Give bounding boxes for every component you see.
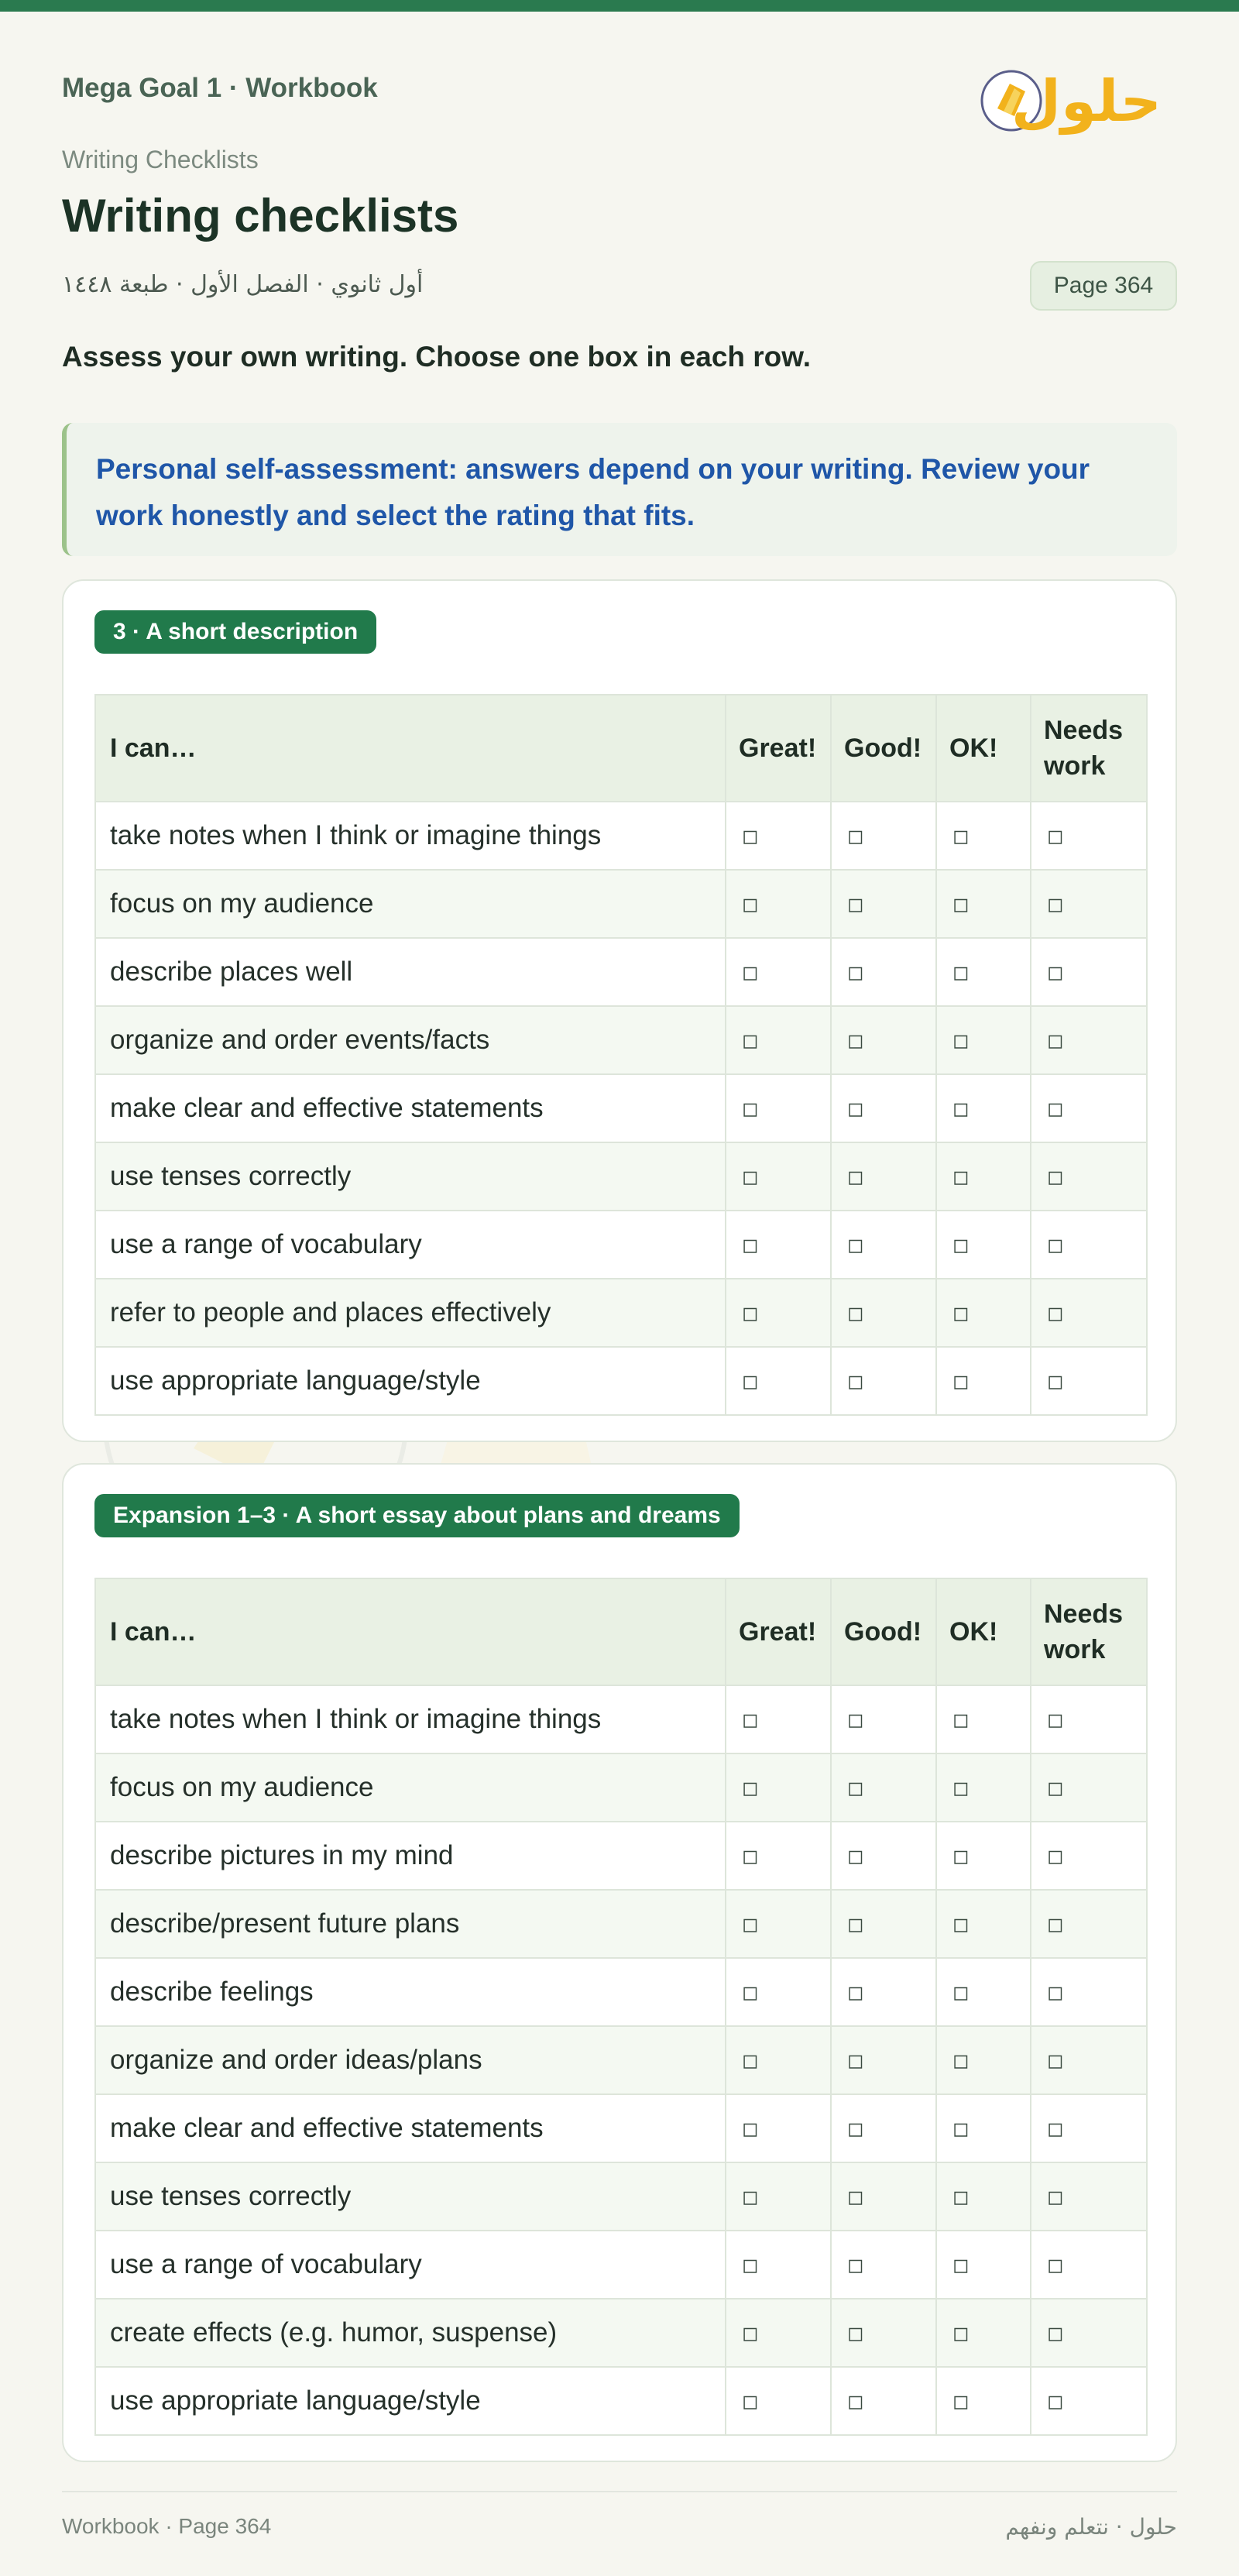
rating-checkbox[interactable]: ◻ bbox=[831, 2367, 936, 2435]
page-number-badge: Page 364 bbox=[1030, 261, 1177, 311]
footer-divider bbox=[62, 2491, 1177, 2492]
column-header: OK! bbox=[936, 695, 1031, 802]
skill-label: focus on my audience bbox=[95, 870, 726, 938]
rating-checkbox[interactable]: ◻ bbox=[936, 2231, 1031, 2299]
rating-checkbox[interactable]: ◻ bbox=[936, 1211, 1031, 1279]
skill-label: make clear and effective statements bbox=[95, 2094, 726, 2162]
rating-checkbox[interactable]: ◻ bbox=[831, 1347, 936, 1415]
table-row bbox=[95, 1142, 1147, 1211]
rating-checkbox[interactable]: ◻ bbox=[726, 2026, 831, 2094]
rating-checkbox[interactable]: ◻ bbox=[831, 1958, 936, 2026]
rating-checkbox[interactable]: ◻ bbox=[936, 2367, 1031, 2435]
rating-checkbox[interactable]: ◻ bbox=[1031, 1347, 1147, 1415]
hulul-logo bbox=[976, 50, 1177, 150]
rating-checkbox[interactable]: ◻ bbox=[831, 1074, 936, 1142]
footer-page-label: Workbook · Page 364 bbox=[62, 2514, 272, 2538]
column-header: Good! bbox=[831, 1578, 936, 1685]
rating-checkbox[interactable]: ◻ bbox=[726, 2094, 831, 2162]
note-text: Personal self-assessment: answers depend on your writing. Review your work honestly and select the rating that fits. bbox=[96, 453, 1090, 531]
rating-checkbox[interactable]: ◻ bbox=[831, 1006, 936, 1074]
rating-checkbox[interactable]: ◻ bbox=[1031, 2367, 1147, 2435]
rating-checkbox[interactable]: ◻ bbox=[726, 1074, 831, 1142]
rating-checkbox[interactable]: ◻ bbox=[726, 1279, 831, 1347]
skill-label: describe places well bbox=[95, 938, 726, 1006]
table-row bbox=[95, 938, 1147, 1006]
footer-brand: حلول · نتعلم ونفهم bbox=[1005, 2514, 1177, 2540]
skill-label: refer to people and places effectively bbox=[95, 1279, 726, 1347]
self-assessment-note bbox=[62, 423, 1177, 556]
table-row bbox=[95, 2094, 1147, 2162]
rating-checkbox[interactable]: ◻ bbox=[1031, 1890, 1147, 1958]
table-row bbox=[95, 1006, 1147, 1074]
rating-checkbox[interactable]: ◻ bbox=[1031, 802, 1147, 870]
rating-checkbox[interactable]: ◻ bbox=[1031, 1958, 1147, 2026]
grade-term-meta: أول ثانوي · الفصل الأول · طبعة ١٤٤٨ bbox=[62, 271, 424, 298]
checklist-card-short-description bbox=[62, 579, 1177, 1442]
checklist-title: 3 · A short description bbox=[94, 610, 376, 654]
rating-checkbox[interactable]: ◻ bbox=[936, 1074, 1031, 1142]
rating-checkbox[interactable]: ◻ bbox=[936, 938, 1031, 1006]
table-row bbox=[95, 1753, 1147, 1822]
column-header: OK! bbox=[936, 1578, 1031, 1685]
column-header: Needs work bbox=[1031, 1578, 1147, 1685]
rating-checkbox[interactable]: ◻ bbox=[726, 802, 831, 870]
rating-checkbox[interactable]: ◻ bbox=[726, 1890, 831, 1958]
rating-checkbox[interactable]: ◻ bbox=[936, 2299, 1031, 2367]
skill-label: describe/present future plans bbox=[95, 1890, 726, 1958]
table-row bbox=[95, 2299, 1147, 2367]
rating-checkbox[interactable]: ◻ bbox=[831, 1142, 936, 1211]
rating-checkbox[interactable]: ◻ bbox=[1031, 1685, 1147, 1753]
skill-label: take notes when I think or imagine things bbox=[95, 802, 726, 870]
skill-label: create effects (e.g. humor, suspense) bbox=[95, 2299, 726, 2367]
table-row bbox=[95, 1347, 1147, 1415]
rating-checkbox[interactable]: ◻ bbox=[1031, 2026, 1147, 2094]
rating-checkbox[interactable]: ◻ bbox=[936, 1006, 1031, 1074]
rating-checkbox[interactable]: ◻ bbox=[936, 1890, 1031, 1958]
rating-checkbox[interactable]: ◻ bbox=[726, 1006, 831, 1074]
rating-checkbox[interactable]: ◻ bbox=[726, 870, 831, 938]
checklist-table bbox=[94, 694, 1148, 1416]
rating-checkbox[interactable]: ◻ bbox=[831, 2162, 936, 2231]
rating-checkbox[interactable]: ◻ bbox=[726, 1685, 831, 1753]
rating-checkbox[interactable]: ◻ bbox=[1031, 1279, 1147, 1347]
rating-checkbox[interactable]: ◻ bbox=[831, 1211, 936, 1279]
rating-checkbox[interactable]: ◻ bbox=[726, 1753, 831, 1822]
rating-checkbox[interactable]: ◻ bbox=[831, 1685, 936, 1753]
rating-checkbox[interactable]: ◻ bbox=[726, 1958, 831, 2026]
rating-checkbox[interactable]: ◻ bbox=[726, 1347, 831, 1415]
table-header-row bbox=[95, 695, 1147, 802]
instructions: Assess your own writing. Choose one box in each row. bbox=[62, 341, 811, 373]
rating-checkbox[interactable]: ◻ bbox=[1031, 2094, 1147, 2162]
table-row bbox=[95, 2367, 1147, 2435]
rating-checkbox[interactable]: ◻ bbox=[936, 1753, 1031, 1822]
skill-label: describe feelings bbox=[95, 1958, 726, 2026]
rating-checkbox[interactable]: ◻ bbox=[831, 870, 936, 938]
skill-label: describe pictures in my mind bbox=[95, 1822, 726, 1890]
rating-checkbox[interactable]: ◻ bbox=[726, 1142, 831, 1211]
checklist-title: Expansion 1–3 · A short essay about plans and dreams bbox=[94, 1494, 740, 1537]
table-row bbox=[95, 870, 1147, 938]
rating-checkbox[interactable]: ◻ bbox=[936, 1347, 1031, 1415]
checklist-card-plans-and-dreams bbox=[62, 1463, 1177, 2462]
column-header: Good! bbox=[831, 695, 936, 802]
rating-checkbox[interactable]: ◻ bbox=[726, 2162, 831, 2231]
skill-label: take notes when I think or imagine things bbox=[95, 1685, 726, 1753]
column-header: Great! bbox=[726, 1578, 831, 1685]
skill-label: focus on my audience bbox=[95, 1753, 726, 1822]
rating-checkbox[interactable]: ◻ bbox=[831, 1753, 936, 1822]
page-title: Writing checklists bbox=[62, 190, 459, 242]
rating-checkbox[interactable]: ◻ bbox=[1031, 1822, 1147, 1890]
skill-label: organize and order ideas/plans bbox=[95, 2026, 726, 2094]
skill-label: use appropriate language/style bbox=[95, 2367, 726, 2435]
rating-checkbox[interactable]: ◻ bbox=[1031, 870, 1147, 938]
table-row bbox=[95, 1890, 1147, 1958]
rating-checkbox[interactable]: ◻ bbox=[936, 1279, 1031, 1347]
rating-checkbox[interactable]: ◻ bbox=[936, 1822, 1031, 1890]
skill-label: use appropriate language/style bbox=[95, 1347, 726, 1415]
rating-checkbox[interactable]: ◻ bbox=[726, 1211, 831, 1279]
table-row bbox=[95, 1822, 1147, 1890]
rating-checkbox[interactable]: ◻ bbox=[936, 1142, 1031, 1211]
rating-checkbox[interactable]: ◻ bbox=[831, 802, 936, 870]
column-header: Needs work bbox=[1031, 695, 1147, 802]
skill-label: organize and order events/facts bbox=[95, 1006, 726, 1074]
rating-checkbox[interactable]: ◻ bbox=[936, 1685, 1031, 1753]
column-header: Great! bbox=[726, 695, 831, 802]
skill-label: use a range of vocabulary bbox=[95, 2231, 726, 2299]
table-row bbox=[95, 1211, 1147, 1279]
svg-text:حلول: حلول bbox=[1011, 68, 1162, 135]
rating-checkbox[interactable]: ◻ bbox=[936, 802, 1031, 870]
rating-checkbox[interactable]: ◻ bbox=[726, 2299, 831, 2367]
rating-checkbox[interactable]: ◻ bbox=[936, 2026, 1031, 2094]
column-header: I can… bbox=[95, 1578, 726, 1685]
rating-checkbox[interactable]: ◻ bbox=[1031, 1074, 1147, 1142]
column-header: I can… bbox=[95, 695, 726, 802]
rating-checkbox[interactable]: ◻ bbox=[831, 2299, 936, 2367]
rating-checkbox[interactable]: ◻ bbox=[831, 1890, 936, 1958]
table-row bbox=[95, 802, 1147, 870]
rating-checkbox[interactable]: ◻ bbox=[726, 2231, 831, 2299]
table-row bbox=[95, 2026, 1147, 2094]
checklist-table bbox=[94, 1578, 1148, 2436]
rating-checkbox[interactable]: ◻ bbox=[831, 1822, 936, 1890]
rating-checkbox[interactable]: ◻ bbox=[1031, 2231, 1147, 2299]
skill-label: make clear and effective statements bbox=[95, 1074, 726, 1142]
rating-checkbox[interactable]: ◻ bbox=[936, 2094, 1031, 2162]
rating-checkbox[interactable]: ◻ bbox=[831, 2026, 936, 2094]
rating-checkbox[interactable]: ◻ bbox=[831, 2094, 936, 2162]
top-accent-bar bbox=[0, 0, 1239, 12]
rating-checkbox[interactable]: ◻ bbox=[1031, 1753, 1147, 1822]
rating-checkbox[interactable]: ◻ bbox=[726, 1822, 831, 1890]
book-title: Mega Goal 1 · Workbook bbox=[62, 73, 378, 103]
rating-checkbox[interactable]: ◻ bbox=[1031, 1211, 1147, 1279]
page-header bbox=[62, 68, 1177, 135]
rating-checkbox[interactable]: ◻ bbox=[726, 2367, 831, 2435]
table-row bbox=[95, 2162, 1147, 2231]
rating-checkbox[interactable]: ◻ bbox=[936, 870, 1031, 938]
rating-checkbox[interactable]: ◻ bbox=[831, 2231, 936, 2299]
rating-checkbox[interactable]: ◻ bbox=[1031, 2162, 1147, 2231]
table-row bbox=[95, 1958, 1147, 2026]
table-row bbox=[95, 1279, 1147, 1347]
rating-checkbox[interactable]: ◻ bbox=[936, 2162, 1031, 2231]
rating-checkbox[interactable]: ◻ bbox=[1031, 1006, 1147, 1074]
skill-label: use a range of vocabulary bbox=[95, 1211, 726, 1279]
table-header-row bbox=[95, 1578, 1147, 1685]
table-row bbox=[95, 2231, 1147, 2299]
skill-label: use tenses correctly bbox=[95, 2162, 726, 2231]
table-row bbox=[95, 1074, 1147, 1142]
rating-checkbox[interactable]: ◻ bbox=[831, 938, 936, 1006]
rating-checkbox[interactable]: ◻ bbox=[831, 1279, 936, 1347]
section-label: Writing Checklists bbox=[62, 146, 259, 173]
table-row bbox=[95, 1685, 1147, 1753]
rating-checkbox[interactable]: ◻ bbox=[936, 1958, 1031, 2026]
rating-checkbox[interactable]: ◻ bbox=[1031, 938, 1147, 1006]
rating-checkbox[interactable]: ◻ bbox=[1031, 2299, 1147, 2367]
skill-label: use tenses correctly bbox=[95, 1142, 726, 1211]
rating-checkbox[interactable]: ◻ bbox=[726, 938, 831, 1006]
rating-checkbox[interactable]: ◻ bbox=[1031, 1142, 1147, 1211]
